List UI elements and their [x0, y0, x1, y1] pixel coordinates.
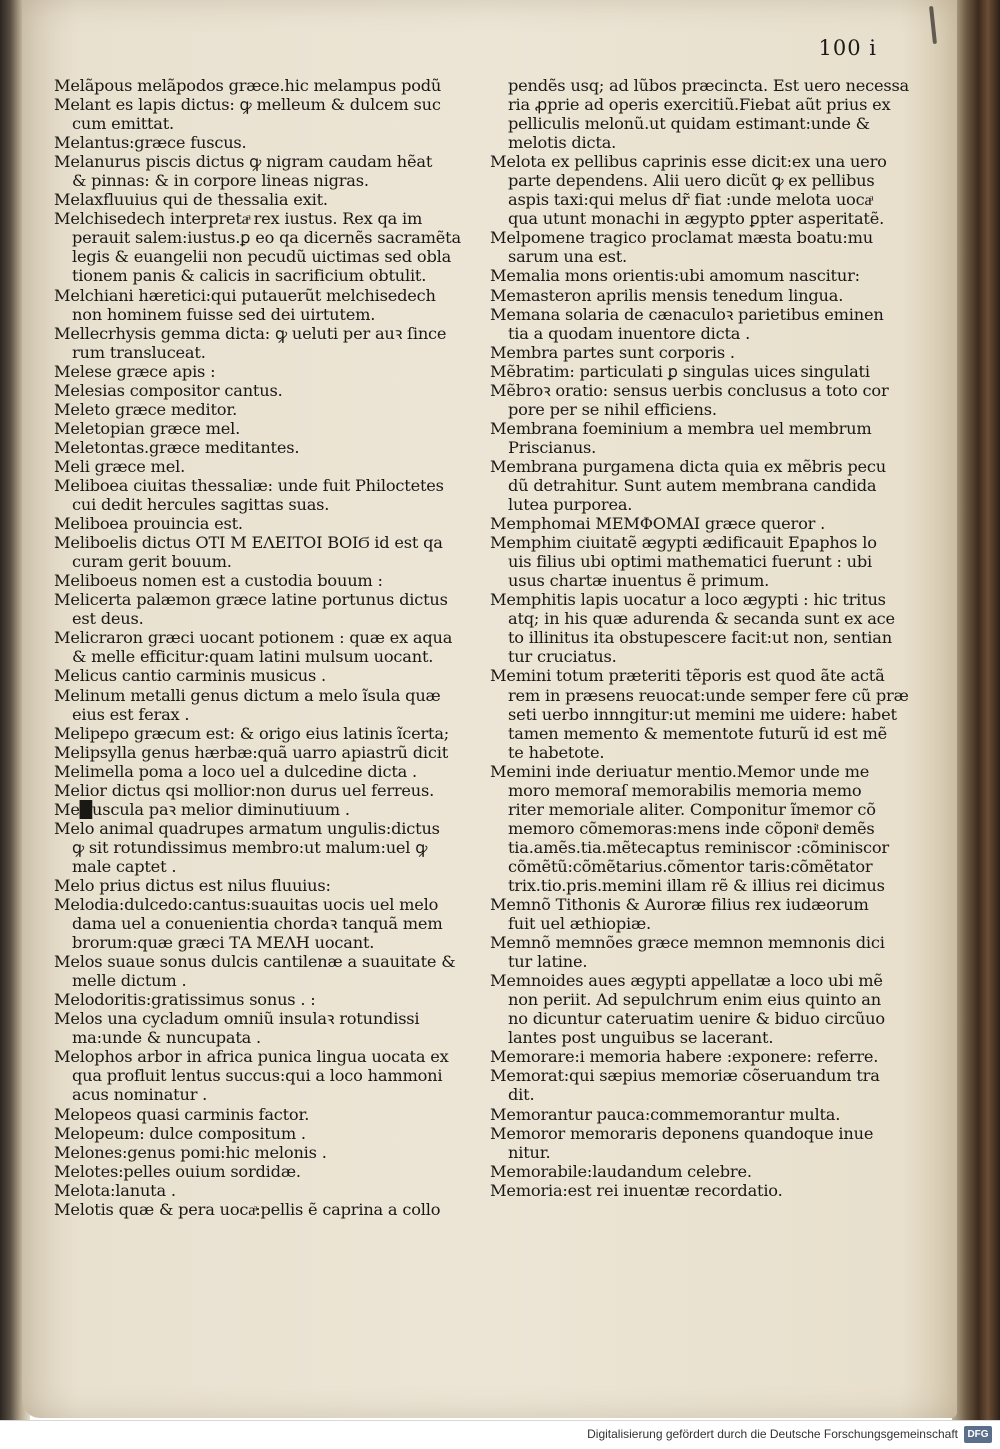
text-line: Meli græce mel. [54, 456, 186, 476]
text-line: sarum una est. [508, 247, 628, 267]
text-line: lutea purporea. [508, 495, 633, 515]
text-line: dũ detrahitur. Sunt autem membrana candida [508, 475, 877, 495]
text-line: nitur. [508, 1142, 551, 1162]
text-line: tur cruciatus. [508, 647, 617, 667]
text-line: ma:unde & nuncupata . [72, 1028, 261, 1048]
text-line: Melotes:pelles ouium sordidæ. [54, 1161, 301, 1181]
text-line: parte dependens. Alii uero dicũt ꝙ ex pellibus [508, 171, 875, 191]
book-page [22, 0, 957, 1418]
footer-bar [0, 1420, 1000, 1449]
text-line: Melicerta palæmon græce latine portunus dictus [54, 590, 448, 610]
text-line: lantes post unguibus se lacerant. [508, 1028, 774, 1048]
text-line: tia.amẽs.tia.mẽtecaptus reminiscor :cõminiscor [508, 837, 889, 857]
text-line: Meliboea ciuitas thessaliæ: unde fuit Philoctetes [54, 475, 444, 495]
text-line: brorum:quæ græci ΤΑ ΜΕΛΗ uocant. [72, 933, 375, 953]
text-line: Melicraron græci uocant potionem : quæ ex aqua [54, 628, 453, 648]
text-line: moro memoraſ memorabilis memoria memo [508, 780, 862, 800]
text-line: qua profluit lentus succus:qui a loco hammoni [72, 1066, 443, 1086]
text-line: melotis dicta. [508, 133, 617, 153]
text-line: cui dedit hercules sagittas suas. [72, 495, 330, 515]
text-line: Melotis quæ & pera uocaͣ:pellis ẽ caprina a collo [54, 1199, 441, 1219]
text-line: Priscianus. [508, 437, 597, 457]
text-line: est deus. [72, 609, 144, 629]
text-line: Membra partes sunt corporis . [490, 342, 735, 362]
text-line: Melchiani hæretici:qui putauerũt melchisedech [54, 285, 436, 305]
text-line: Meliboeus nomen est a custodia bouum : [54, 571, 383, 591]
text-line: Melopeum: dulce compositum . [54, 1123, 306, 1143]
text-line: Memoror memoraris deponens quandoque inue [490, 1123, 874, 1143]
text-line: Melos suaue sonus dulcis cantilenæ a suauitate & [54, 952, 456, 972]
text-line: Meliboelis dictus ΟΤΙ Μ ΕΛΕΙΤΟΙ ΒΟΙϬ id est qa [54, 533, 443, 553]
text-line: Memphitis lapis uocatur a loco ægypti : hic tritus [490, 590, 886, 610]
dfg-logo: DFG [964, 1426, 992, 1443]
text-line: Memalia mons orientis:ubi amomum nascitur: [490, 266, 860, 286]
text-line: uis filius ubi optimi mathematici fuerunt : ubi [508, 552, 873, 572]
text-line: tamen memento & mementote futurũ id est mẽ [508, 723, 888, 743]
text-line: dama uel a conuenientia chordaꝛ tanquã mem [72, 914, 443, 934]
text-line: Melota:lanuta . [54, 1180, 176, 1200]
text-line: Melese græce apis : [54, 361, 216, 381]
text-line: Mẽbratim: particulati ꝑ singulas uices singulati [490, 361, 870, 381]
text-line: Melodoritis:gratissimus sonus . : [54, 990, 316, 1010]
text-line: memoro cõmemoras:mens inde cõponiͭ demẽs [508, 818, 875, 838]
text-line: Melipsylla genus hærbæ:quã uarro apiastrũ dicit [54, 742, 449, 762]
text-line: melle dictum . [72, 971, 187, 991]
text-line: rum transluceat. [72, 342, 206, 362]
text-line: usus chartæ inuentus ẽ primum. [508, 571, 770, 591]
text-line: Melopeos quasi carminis factor. [54, 1104, 310, 1124]
text-line: cum emittat. [72, 114, 175, 134]
text-line: Melior dictus qsi mollior:non durus uel ferreus. [54, 780, 435, 800]
text-line: ria ꝓprie ad operis exercitiũ.Fiebat aũt prius ex [508, 95, 891, 115]
text-line: tur latine. [508, 952, 588, 972]
text-line: te habetote. [508, 742, 605, 762]
text-line: Memorat:qui sæpius memoriæ cõseruandum tra [490, 1066, 880, 1086]
text-line: pore per se nihil efficiens. [508, 399, 717, 419]
text-line: tia a quodam inuentore dicta . [508, 323, 751, 343]
text-line: to illinitus ita obstupescere facit:ut non, sentian [508, 628, 892, 648]
text-line: Memnõ memnões græce memnon memnonis dici [490, 933, 885, 953]
text-line: & melle efficitur:quam latini mulsum uocant. [72, 647, 434, 667]
text-line: Memana solaria de cænaculoꝛ parietibus eminen [490, 304, 884, 324]
text-line: Melicus cantio carminis musicus . [54, 666, 326, 686]
text-line: trix.tio.pris.memini illam rẽ & illius rei dicimus [508, 875, 885, 895]
text-line: cõmẽtũ:cõmẽtarius.cõmentor taris:cõmẽtator [508, 856, 873, 876]
text-line: Memoria:est rei inuentæ recordatio. [490, 1180, 783, 1200]
text-line: Mẽbroꝛ oratio: sensus uerbis conclusus a toto cor [490, 380, 889, 400]
text-line: aspis taxi:qui melus dr̃ fiat :unde melota uocaͣ [508, 190, 872, 210]
text-line: male captet . [72, 856, 177, 876]
folio-number: 100 i [818, 36, 877, 60]
text-line: ꝙ sit rotundissimus membro:ut malum:uel ꝙ [72, 837, 428, 857]
text-line: Memorantur pauca:commemorantur multa. [490, 1104, 841, 1124]
left-column [54, 76, 474, 1219]
text-line: qua utunt monachi in ægypto ꝑpter asperitatẽ. [508, 209, 885, 229]
text-line: Melimella poma a loco uel a dulcedine dicta . [54, 761, 417, 781]
text-line: Memorabile:laudandum celebre. [490, 1161, 752, 1181]
text-line: Memini totum præteriti tẽporis est quod ãte actã [490, 666, 885, 686]
text-line: legis & euangelii non pecudũ uictimas sed obla [72, 247, 452, 267]
text-line: Melipepo græcum est: & origo eius latinis ĩcerta; [54, 723, 450, 743]
text-line: rem in præsens reuocat:unde semper fere cũ præ [508, 685, 909, 705]
text-line: Membrana purgamena dicta quia ex mẽbris pecu [490, 456, 886, 476]
text-line: Melãpous melãpodos græce.hic melampus podũ [54, 76, 442, 95]
text-line: tionem panis & calicis in sacrificium obtulit. [72, 266, 427, 286]
text-line: curam gerit bouum. [72, 552, 232, 572]
text-line: Meleto græce meditor. [54, 399, 238, 419]
text-line: pelliculis melonũ.ut quidam estimant:unde & [508, 114, 870, 134]
text-line: Memorare:i memoria habere :exponere: referre. [490, 1047, 879, 1067]
text-line: Mellecrhysis gemma dicta: ꝙ ueluti per auꝛ ſince [54, 323, 447, 343]
text-line: Meletopian græce mel. [54, 418, 241, 438]
text-line: Membrana foeminium a membra uel membrum [490, 418, 872, 438]
text-line: non periit. Ad sepulchrum enim eius quinto an [508, 990, 881, 1010]
text-line: Melantus:græce fuscus. [54, 133, 247, 153]
text-line: seti uerbo innngitur:ut memini me uidere: habet [508, 704, 897, 724]
text-line: Melo animal quadrupes armatum ungulis:dictus [54, 818, 440, 838]
text-line: Me█uscula paꝛ melior diminutiuum . [54, 799, 350, 819]
text-line: riter memoriale aliter. Componitur ĩmemor cõ [508, 799, 876, 819]
text-line: Melones:genus pomi:hic melonis . [54, 1142, 327, 1162]
text-line: atq; in his quæ adurenda & secanda sunt ex ace [508, 609, 895, 629]
text-line: & pinnas: & in corpore lineas nigras. [72, 171, 369, 191]
text-line: perauit salem:iustus.ꝑ eo qa dicernẽs sacramẽta [72, 228, 461, 248]
text-line: Memini inde deriuatur mentio.Memor unde me [490, 761, 870, 781]
text-line: Melo prius dictus est nilus fluuius: [54, 875, 331, 895]
text-line: Melos una cycladum omniũ insulaꝛ rotundissi [54, 1009, 420, 1029]
text-line: Memnõ Tithonis & Auroræ filius rex iudæorum [490, 895, 869, 915]
text-line: Meliboea prouincia est. [54, 514, 243, 534]
text-line: Memphim ciuitatẽ ægypti ædificauit Epaphos lo [490, 533, 877, 553]
text-line: Melaxfluuius qui de thessalia exit. [54, 190, 328, 210]
text-line: pendẽs usq; ad lũbos præcincta. Est uero necessa [508, 76, 909, 95]
ink-mark [929, 6, 937, 44]
text-line: Memnoides aues ægypti appellatæ a loco ubi mẽ [490, 971, 883, 991]
text-line: Melchisedech interpretaͣ rex iustus. Rex qa im [54, 209, 423, 229]
text-line: eius est ferax . [72, 704, 190, 724]
funding-credit: Digitalisierung gefördert durch die Deutsche Forschungsgemeinschaft [587, 1427, 958, 1441]
text-line: fuit uel æthiopiæ. [508, 914, 651, 934]
text-line: Melota ex pellibus caprinis esse dicit:ex una uero [490, 152, 887, 172]
text-line: Melinum metalli genus dictum a melo ĩsula quæ [54, 685, 441, 705]
text-line: Melanurus piscis dictus ꝙ nigram caudam hẽat [54, 152, 433, 172]
text-line: dit. [508, 1085, 535, 1105]
text-line: Melophos arbor in africa punica lingua uocata ex [54, 1047, 449, 1067]
book-binding-edge [952, 0, 1000, 1420]
text-line: Melesias compositor cantus. [54, 380, 283, 400]
text-line: non hominem fuisse sed dei uirtutem. [72, 304, 376, 324]
text-line: acus nominatur . [72, 1085, 208, 1105]
text-line: Melpomene tragico proclamat mæsta boatu:mu [490, 228, 873, 248]
text-line: Melant es lapis dictus: ꝙ melleum & dulcem suc [54, 95, 441, 115]
text-line: Melodia:dulcedo:cantus:suauitas uocis uel melo [54, 895, 439, 915]
text-line: Memasteron aprilis mensis tenedum lingua. [490, 285, 844, 305]
text-line: Meletontas.græce meditantes. [54, 437, 300, 457]
text-line: no dicuntur cateruatim uenire & biduo circũuo [508, 1009, 885, 1029]
right-column [490, 76, 910, 1200]
text-line: Memphomai ΜΕΜΦΟΜΑΙ græce queror . [490, 514, 826, 534]
